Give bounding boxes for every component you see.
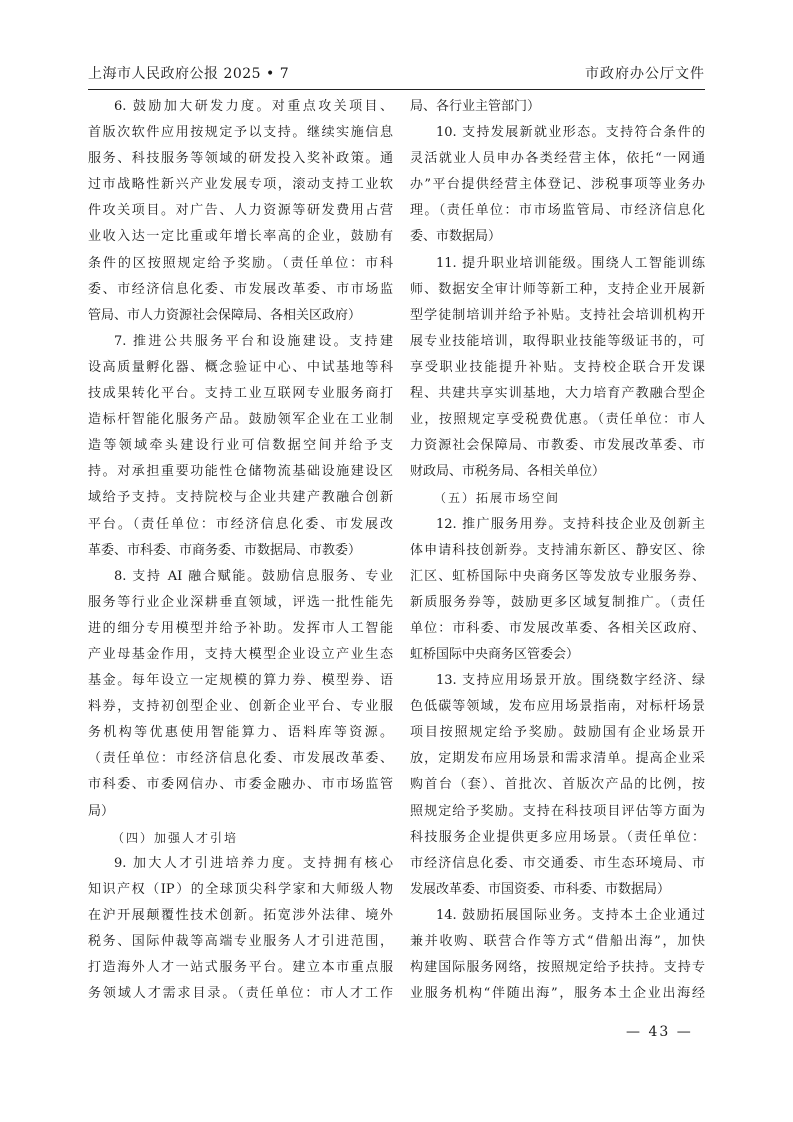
text-line: 务领域人才需求目录。（责任单位：市人才工作 [88, 986, 393, 1002]
text-line: （四）加强人才引培 [112, 830, 239, 845]
text-line: 管局、市人力资源社会保障局、各相关区政府） [88, 307, 362, 323]
text-line: 进的细分专用模型并给予补助。发挥市人工智能 [88, 620, 393, 636]
text-line: 9. 加大人才引进培养力度。支持拥有核心 [114, 855, 393, 871]
text-line: 科技服务企业提供更多应用场景。（责任单位： [410, 829, 705, 845]
text-line: 兼并收购、联营合作等方式“借船出海”，加快 [410, 934, 705, 949]
text-line: （责任单位：市经济信息化委、市发展改革委、 [88, 751, 393, 767]
header-section-title: 市政府办公厅文件 [585, 66, 705, 82]
text-line: 业，按照规定享受税费优惠。（责任单位：市人 [410, 412, 705, 428]
text-line: 域给予支持。支持院校与企业共建产教融合创新 [88, 490, 393, 506]
text-line: 过市战略性新兴产业发展专项，滚动支持工业软 [88, 177, 393, 193]
text-line: 型学徒制培训并给予补贴。支持社会培训机构开 [410, 307, 705, 323]
text-line: 基金。每年设立一定规模的算力券、模型券、语 [88, 673, 393, 689]
text-line: 件攻关项目。对广告、人力资源等研发费用占营 [88, 203, 393, 219]
text-line: 虹桥国际中央商务区管委会） [410, 646, 580, 662]
text-line: 持。对承担重要功能性仓储物流基础设施建设区 [88, 464, 393, 480]
text-line: 首版次软件应用按规定予以支持。继续实施信息 [88, 125, 393, 141]
text-line: 新质服务券等，鼓励更多区域复制推广。（责任 [410, 594, 705, 610]
section-heading [88, 825, 393, 851]
right-column [410, 94, 705, 1007]
text-line: 灵活就业人员申办各类经营主体，依托“一网通 [410, 151, 705, 167]
text-line: 放，定期发布应用场景和需求清单。提高企业采 [410, 751, 705, 767]
text-line: 服务、科技服务等领域的研发投入奖补政策。通 [88, 151, 393, 167]
text-line: 服务等行业企业深耕垂直领域，评选一批性能先 [88, 594, 393, 610]
text-line: 体申请科技创新券。支持浦东新区、静安区、徐 [410, 542, 705, 558]
text-line: 委、市数据局） [410, 229, 502, 245]
text-line: 发展改革委、市国资委、市科委、市数据局） [410, 881, 671, 897]
text-line: 造标杆智能化服务产品。鼓励领军企业在工业制 [88, 412, 393, 428]
paragraph [88, 851, 393, 1008]
paragraph [410, 512, 705, 669]
text-line: 汇区、虹桥国际中央商务区等发放专业服务券、 [410, 568, 705, 584]
header-rule [88, 89, 705, 90]
text-line: 料券，支持初创型企业、创新企业平台、专业服 [88, 699, 393, 715]
text-line: 平台。（责任单位：市经济信息化委、市发展改 [88, 516, 393, 532]
header-publication-title: 上海市人民政府公报 2025 • 7 [88, 66, 290, 82]
text-line: 产业母基金作用，支持大模型企业设立产业生态 [88, 646, 393, 662]
text-line: 展专业技能培训，取得职业技能等级证书的，可 [410, 333, 705, 349]
text-line: 设高质量孵化器、概念验证中心、中试基地等科 [88, 359, 393, 375]
text-line: 打造海外人才一站式服务平台。建立本市重点服 [88, 960, 393, 976]
text-line: 市经济信息化委、市交通委、市生态环境局、市 [410, 855, 705, 871]
text-line: 办”平台提供经营主体登记、涉税事项等业务办 [410, 177, 705, 193]
text-line: 市科委、市委网信办、市委金融办、市市场监管 [88, 777, 393, 793]
text-line: 造等领域牵头建设行业可信数据空间并给予支 [88, 438, 393, 454]
text-line: 师、数据安全审计师等新工种，支持企业开展新 [410, 281, 705, 297]
text-line: 业服务机构“伴随出海”，服务本土企业出海经 [410, 986, 705, 1002]
paragraph [410, 251, 705, 486]
text-line: 理。（责任单位：市市场监管局、市经济信息化 [410, 203, 705, 219]
text-line: 单位：市科委、市发展改革委、各相关区政府、 [410, 620, 705, 636]
section-heading [410, 485, 705, 511]
text-line: 项目按照规定给予奖励。鼓励国有企业场景开 [410, 725, 705, 741]
text-line: 务机构等优惠使用智能算力、语料库等资源。 [88, 725, 393, 741]
paragraph [410, 120, 705, 250]
text-line: 14. 鼓励拓展国际业务。支持本土企业通过 [436, 907, 705, 923]
text-line: 13. 支持应用场景开放。围绕数字经济、绿 [436, 673, 705, 689]
text-line: 色低碳等领域，发布应用场景指南，对标杆场景 [410, 699, 705, 715]
text-line: 享受职业技能提升补贴。支持校企联合开发课 [410, 359, 705, 375]
left-column [88, 94, 393, 1007]
text-line: 10. 支持发展新就业形态。支持符合条件的 [436, 125, 705, 141]
text-line: 照规定给予奖励。支持在科技项目评估等方面为 [410, 803, 705, 819]
text-line: 8. 支持 AI 融合赋能。鼓励信息服务、专业 [114, 568, 393, 584]
text-line: 构建国际服务网络，按照规定给予扶持。支持专 [410, 960, 705, 976]
text-line: 购首台（套）、首批次、首版次产品的比例，按 [410, 777, 705, 793]
text-line: 革委、市科委、市商务委、市数据局、市教委） [88, 542, 362, 558]
text-line: （五）拓展市场空间 [434, 491, 561, 506]
text-line: 财政局、市税务局、各相关单位） [410, 464, 606, 480]
text-line: 7. 推进公共服务平台和设施建设。支持建 [114, 333, 393, 349]
text-line: 6. 鼓励加大研发力度。对重点攻关项目、 [114, 99, 393, 114]
text-line: 11. 提升职业培训能级。围绕人工智能训练 [436, 255, 705, 271]
paragraph [88, 564, 393, 825]
paragraph [88, 329, 393, 564]
text-line: 力资源社会保障局、市教委、市发展改革委、市 [410, 438, 705, 454]
paragraph [410, 668, 705, 903]
paragraph [410, 94, 705, 120]
text-line: 业收入达一定比重或年增长率高的企业，鼓励有 [88, 229, 393, 245]
text-line: 委、市经济信息化委、市发展改革委、市市场监 [88, 281, 393, 297]
text-line: 税务、国际仲裁等高端专业服务人才引进范围， [88, 934, 393, 949]
paragraph [88, 94, 393, 329]
text-line: 程、共建共享实训基地，大力培育产教融合型企 [410, 386, 705, 402]
text-line: 局） [88, 803, 115, 819]
text-line: 在沪开展颠覆性技术创新。拓宽涉外法律、境外 [88, 907, 393, 923]
text-line: 条件的区按照规定给予奖励。（责任单位：市科 [88, 255, 393, 271]
page-number: — 43 — [626, 1024, 693, 1040]
text-line: 知识产权（IP）的全球顶尖科学家和大师级人物 [88, 881, 393, 897]
text-line: 技成果转化平台。支持工业互联网专业服务商打 [88, 386, 393, 402]
paragraph [410, 903, 705, 1007]
text-line: 12. 推广服务用券。支持科技企业及创新主 [436, 516, 705, 532]
text-line: 局、各行业主管部门） [410, 99, 541, 114]
